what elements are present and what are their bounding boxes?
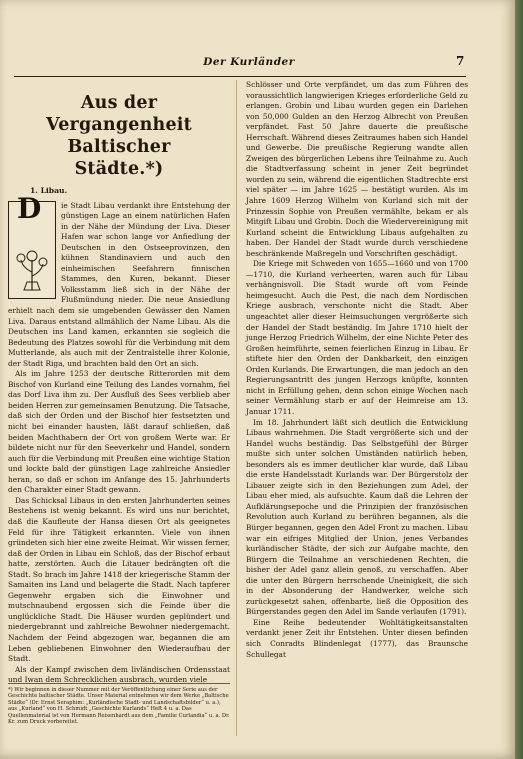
- title-line-2: Städte.*): [74, 159, 164, 179]
- paragraph: Die Kriege mit Schweden von 1655—1660 und von 1700—1710, die Kurland verheerten, waren auch für Libau verhängnisvoll. Die Stadt wurde oft vom Feinde heimgesucht. Auch die Pest, die nach dem Nordischen Kriege ausbrach, verschonte nicht die Stadt. Aber ungeachtet aller dieser Heimsuchungen vergrößerte sich der Handel der Stadt beständig. Im Jahre 1710 hielt der junge Herzog Friedrich Wilhelm, der eine Nichte Peter des Großen heimführte, seinen feierlichen Einzug in Libau. Er stiftete hier den Orden der Dankbarkeit, den einzigen Orden Kurlands. Die Erwartungen, die man jedoch an den Regierungsantritt des jungen Herzogs knüpfte, konnten nicht in Erfüllung gehen, denn schon einige Wochen nach seiner Vermählung starb er auf der Heimreise am 13. Januar 1711.: [246, 259, 468, 416]
- flower-ornament-icon: [13, 242, 51, 292]
- running-header: [14, 52, 464, 74]
- article-title: [8, 92, 230, 180]
- right-column: [246, 80, 468, 660]
- left-column: [8, 80, 230, 686]
- initial-letter: D: [17, 191, 42, 225]
- running-title: Der Kurländer: [203, 56, 295, 68]
- paragraph: Als der Kampf zwischen dem livländischen Ordensstaat und Iwan dem Schrecklichen ausbrach, wurden viele: [8, 664, 230, 685]
- header-rule: [14, 76, 466, 77]
- paragraph: Eine Reihe bedeutender Wohltätigkeitsanstalten verdankt jener Zeit ihr Entstehen. Unter diesen befinden sich Conradts Blindenlegat (1777), das Braunsche Schullegat: [246, 617, 468, 659]
- section-heading: 1. Libau.: [30, 186, 68, 195]
- paragraph: Schlösser und Orte verpfändet, um das zum Führen des voraussichtlich langwierigen Krieges erforderliche Geld zu erlangen. Grobin und Libau wurden gegen ein Darlehen von 50,000 Gulden an den Herzog Albrecht von Preußen verpfändet. Fast 50 Jahre dauerte die preußische Herrschaft. Während dieses Zeitraumes haben sich Handel und Gewerbe. Die preußische Regierung wandte allen Zweigen des bürgerlichen Lebens ihre Teilnahme zu. Auch die Stadtverfassung scheint in jener Zeit begründet worden zu sein, während die eigentlichen Stadtrechte erst viel später — im Jahre 1625 — bestätigt wurden. Als im Jahre 1609 Herzog Wilhelm von Kurland sich mit der Prinzessin Sophie von Preußen vermählte, bekam er als Mitgift Libau und Grobin. Doch die Wiedervereinigung mit Kurland scheint die Entwicklung Libaus aufgehalten zu haben. Der Handel der Stadt wurde durch verschiedene beschränkende Maßregeln und Vorschriften geschädigt.: [246, 80, 468, 258]
- paragraph: Im 18. Jahrhundert läßt sich deutlich die Entwicklung Libaus wahrnehmen. Die Stadt vergrößerte sich und der Handel wuchs beständig. Das Selbstgefühl der Bürger mußte sich unter solchen Umständen natürlich heben, besonders als es immer deutlicher klar wurde, daß Libau die erste Handelsstadt Kurlands war. Der Bürgerstolz der Libauer zeigte sich in den Beziehungen zum Adel, der Libau eher mied, als aufsuchte. Kaum daß die Lehren der Aufklärungsepoche und die Prinzipien der französischen Revolution auch Kurland zu berühren begannen, als die Bürger begannen, gegen den Adel Front zu machen. Libau war ein eifriges Mitglied der Union, jenes Verbandes kurländischer Städte, der sich zur Aufgabe machte, den Bürgern die Teilnahme an verschiedenen Rechten, die bisher der Adel ganz allein genoß, zu verschaffen. Aber die unter den Bürgern herrschende Uneinigkeit, die sich in der Absonderung der Handwerker, welche sich zurückgesetzt sahen, offenbarte, ließ die Opposition des Bürgerstandes gegen den Adel im Sande verlaufen (1791).: [246, 417, 468, 617]
- book-spine: [515, 0, 523, 759]
- title-line-1: Aus der Vergangenheit Baltischer: [46, 93, 192, 157]
- column-divider: [236, 80, 237, 736]
- decorated-initial: [8, 191, 56, 299]
- page-number: 7: [456, 54, 465, 68]
- paragraph: ie Stadt Libau verdankt ihre Entstehung der günstigen Lage an einem natürlichen Hafen in der Nähe der Mündung der Liva. Dieser Hafen war schon lange vor Anfiedlung der Deutschen in den Ostseeprovinzen, den kühnen Standinaviern und auch den einheimischen Seefahrern finnischen Stammes, den Kuren, bekannt. Dieser Volksstamm ließ sich in der Nähe der Flußmündung nieder. Die neue Ansiedlung erhielt nach dem sie umgebenden Gewässer den Namen Liva. Daraus entstand allmählich der Name Libau. Als die Deutschen ins Land kamen, erkannten sie sogleich die Bedeutung des Platzes sowohl für die Verbindung mit dem Mutterlande, als auch mit der Zentralstelle ihrer Kolonie, der Stadt Riga, und brachten bald den Ort an sich.: [8, 200, 230, 368]
- paragraph: Als im Jahre 1253 der deutsche Ritterorden mit dem Bischof von Kurland eine Teilung des Landes vornahm, fiel das Dorf Liva ihm zu. Der Ausfluß des Sees verblieb aber beiden Herren zur gemeinsamen Benutzung. Die Tatsache, daß sich der Orden und der Bischof hier festsetzten und nicht bei einander hausten, läßt darauf schließen, daß beiden Machthabern der Ort von großem Werte war. Er bildete nicht nur für den Seeverkehr und Handel, sondern auch für die Verbindung mit Preußen eine wichtige Station und lockte bald der günstigen Lage zahlreiche Ansiedler heran, so daß er schon im Anfange des 15. Jahrhunderts den Charakter einer Stadt gewann.: [8, 369, 230, 495]
- paragraph: Das Schicksal Libaus in den ersten Jahrhunderten seines Bestehens ist wenig bekannt. Es wird uns nur berichtet, daß die Kaufleute der Hansa diesen Ort als geeignetes Feld für ihre Tätigkeit erkannten. Viele von ihnen gründeten sich hier eine zweite Heimat. Wir wissen ferner, daß der Orden in Libau ein Schloß, das der Bischof erbaut hatte, zerstörten. Auch die Litauer bedrängten oft die Stadt. So brach im Jahre 1418 der kriegerische Stamm der Samaiten ins Land und belagerte die Stadt. Nach tapferer Gegenwehr ergaben sich die Einwohner und mutschnaubend ergossen sich die Feinde über die unglückliche Stadt. Die Häuser wurden geplündert und niedergebrannt und zahlreiche Bewohner niedergemacht. Nachdem der Feind abgezogen war, begannen die am Leben gebliebenen Einwohner den Wiederaufbau der Stadt.: [8, 495, 230, 664]
- footnote: *) Wir beginnen in dieser Nummer mit der Veröffentlichung einer Serie aus der Geschichte baltischer Städte. Unser Material entnehmen wir dem Werke „Baltische Städte“ (Dr. Ernst Seraphim: „Kurländische Stadt- und Landschaftsbilder“ u. a.), aus „Kurland“ von H. Schmidt „Geschichte Kurlands“ Heft 4 u. a. Das Quellenmaterial ist von Hermann Reisenhardt aus dem „Familie Curlandia“ u. a. Dr. Kr. zum Druck vorbereitet.: [8, 683, 230, 725]
